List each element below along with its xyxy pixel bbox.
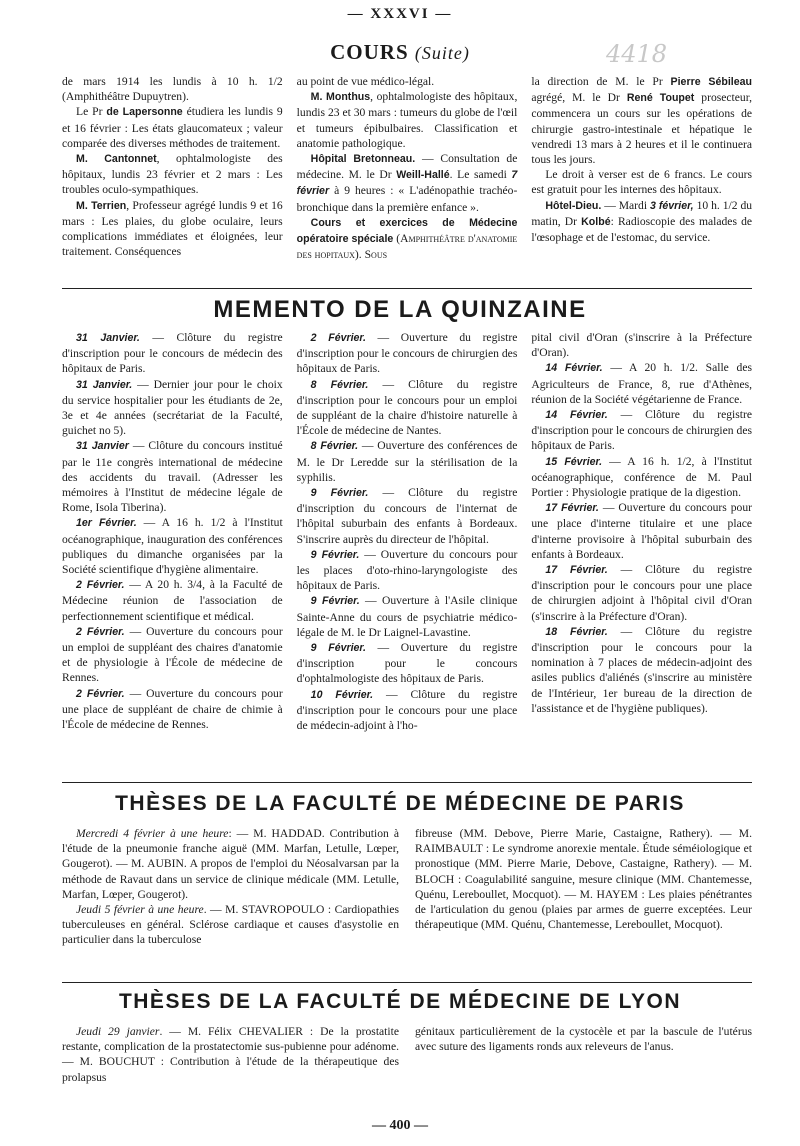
margin-pencil-note: 4418 bbox=[606, 40, 668, 68]
cours-para: M. Terrien, Professeur agrégé lundis 9 et 16 mars : Les plaies, du globe oculaire, leurs complications immédiates et éloignées, leur traitement. Conséquences bbox=[62, 198, 283, 259]
page-number-footer: — 400 — bbox=[372, 1118, 428, 1133]
memento-entry: 8 Février. — Clôture du registre d'inscription pour le concours pour un emploi de suppléant de la chaire d'histoire naturelle à l'École de médecine de Nantes. bbox=[296, 377, 518, 438]
cours-para: Cours et exercices de Médecine opératoire spéciale (Amphithéâtre d'anatomie des hopitaux). Sous bbox=[296, 216, 518, 262]
cours-para: M. Monthus, ophtalmologiste des hôpitaux, lundis 23 et 30 mars : tumeurs du globe de l'œil et tumeurs épibulbaires. Classification et anatomie pathologique. bbox=[296, 90, 518, 150]
section-rule bbox=[62, 982, 752, 983]
section-rule bbox=[62, 288, 752, 289]
memento-entry: 8 Février. — Ouverture des conférences de M. le Dr Leredde sur la stérilisation de la syphilis. bbox=[296, 439, 518, 484]
cours-para: de mars 1914 les lundis à 10 h. 1/2 (Amphithéâtre Dupuytren). bbox=[62, 75, 283, 104]
memento-columns bbox=[62, 330, 752, 733]
cours-title: COURS bbox=[330, 40, 409, 64]
memento-entry: 9 Février. — Clôture du registre d'inscription du concours de l'internat de l'hôpital suburbain des enfants à Bordeaux. S'inscrire auprès du directeur de l'hôpital. bbox=[296, 486, 518, 546]
cours-para: Hôtel-Dieu. — Mardi 3 février, 10 h. 1/2 du matin, Dr Kolbé: Radioscopie des malades de l'œsophage et de l'estomac, du service. bbox=[531, 198, 753, 245]
section-rule bbox=[62, 782, 752, 783]
memento-entry: 31 Janvier. — Dernier jour pour le choix du service hospitalier pour les étudiants de 2e, 3e et 4e années (secrétariat de la Faculté, guichet no 5). bbox=[62, 377, 283, 438]
theses-lyon-columns bbox=[62, 1024, 752, 1085]
theses-paris-col-1 bbox=[62, 826, 399, 948]
theses-entry: Jeudi 29 janvier. — M. Félix CHEVALIER : De la prostatite restante, complication de la prostatectomie sus-pubienne pour adénome. — M. BOUCHUT : Contribution à l'étude de la thérapeutique des prolapsus bbox=[62, 1025, 399, 1084]
theses-paris-title: THÈSES DE LA FACULTÉ DE MÉDECINE DE PARIS bbox=[115, 792, 685, 815]
page-roman-header: — XXXVI — bbox=[347, 6, 453, 22]
memento-title: MEMENTO DE LA QUINZAINE bbox=[213, 296, 587, 323]
theses-paris-col-2 bbox=[415, 826, 752, 948]
memento-entry: 10 Février. — Clôture du registre d'inscription pour le concours pour une place de médecin-adjoint à l'ho- bbox=[296, 687, 518, 733]
memento-entry: 14 Février. — A 20 h. 1/2. Salle des Agriculteurs de France, 8, rue d'Athènes, réunion de la Société végétarienne de France. bbox=[531, 361, 753, 406]
memento-entry: 18 Février. — Clôture du registre d'inscription pour le concours pour la nomination à 7 places de médecin-adjoint des asiles publics d'aliénés (s'inscrire au ministère de l'Intérieur, 1er bureau de la direction de l'assistance et de l'hygiène publiques). bbox=[531, 624, 753, 715]
theses-lyon-col-2 bbox=[415, 1024, 752, 1085]
memento-entry: 9 Février. — Ouverture du concours pour les places d'oto-rhino-laryngologiste des hôpitaux de Paris. bbox=[296, 547, 518, 593]
memento-entry: 17 Février. — Clôture du registre d'inscription pour le concours pour une place de chirurgien adjoint à l'hôpital civil d'Oran (s'inscrire à la Préfecture d'Oran). bbox=[531, 563, 753, 623]
memento-entry: 2 Février. — Ouverture du concours pour un emploi de suppléant des chaires d'anatomie et de physiologie à l'École de médecine de Rennes. bbox=[62, 624, 283, 685]
memento-entry: 31 Janvier. — Clôture du registre d'inscription pour le concours de médecin des hôpitaux de Paris. bbox=[62, 331, 283, 376]
cours-heading bbox=[0, 40, 800, 65]
memento-col-3 bbox=[531, 330, 752, 733]
memento-col-2 bbox=[297, 330, 518, 733]
memento-entry: 2 Février. — A 20 h. 3/4, à la Faculté de Médecine réunion de l'association de perfectionnement scientifique et médical. bbox=[62, 578, 283, 623]
memento-entry: 15 Février. — A 16 h. 1/2, à l'Institut océanographique, conférence de M. Paul Portier : Physiologie pratique de la digestion. bbox=[531, 454, 753, 500]
cours-columns bbox=[62, 74, 752, 262]
cours-para: la direction de M. le Pr Pierre Sébileau agrégé, M. le Dr René Toupet prosecteur, commencera un cours sur les opérations de chirurgie gastro-intestinale et hépatique le vendredi 13 mars à 2 heures et il le continuera tous les jours. bbox=[531, 75, 753, 167]
memento-entry: 17 Février. — Ouverture du concours pour une place d'interne titulaire et une place d'interne provisoire à l'hôpital suburbain des enfants à Bordeaux. bbox=[531, 501, 753, 561]
theses-paris-columns bbox=[62, 826, 752, 948]
theses-lyon-title: THÈSES DE LA FACULTÉ DE MÉDECINE DE LYON bbox=[118, 990, 682, 1013]
cours-para: au point de vue médico-légal. bbox=[296, 75, 435, 88]
theses-entry: fibreuse (MM. Debove, Pierre Marie, Castaigne, Rathery). — M. RAIMBAULT : Le syndrome anorexie mentale. Étude séméiologique et pronostique (MM. Pierre Marie, Debove, Castaigne, Rathery). — M. BLOCH : Coagulabilité sanguine, mesure clinique (MM. Chantemesse, Quénu, Lereboullet, Mocquot). — M. HAYEM : Les plaies pénétrantes de l'articulation du genou (plaies par armes de guerre exceptées. Leur thérapeutique (MM. Quénu, Chantemesse, Lereboullet, Mocquot). bbox=[415, 827, 752, 932]
memento-entry: 31 Janvier — Clôture du concours institué par le 11e congrès international de médecine des accidents du travail. (Adresser les mémoires à l'Institut de médecine légale de Rome, Isola Tiberina). bbox=[62, 439, 283, 515]
memento-entry: 14 Février. — Clôture du registre d'inscription pour le concours de chirurgien des hôpitaux de Paris. bbox=[531, 408, 753, 453]
theses-entry: génitaux particulièrement de la cystocèle et par la bascule de l'utérus avec suture des ligaments ronds aux releveurs de l'anus. bbox=[415, 1025, 752, 1054]
cours-para: M. Cantonnet, ophtalmologiste des hôpitaux, lundis 23 février et 2 mars : Les troubles oculo-sympathiques. bbox=[62, 152, 283, 197]
theses-entry: Mercredi 4 février à une heure: — M. HADDAD. Contribution à l'étude de la pneumonie franche aiguë (MM. Marfan, Letulle, Lœper, Gougerot). — M. AUBIN. A propos de l'emploi du Néosalvarsan par la méthode de Ravaut dans un service de clinique médicale (MM. Letulle, Marfan, Lœper, Gougerot). bbox=[62, 827, 399, 901]
cours-col-2 bbox=[297, 74, 518, 262]
memento-entry: 9 Février. — Ouverture à l'Asile clinique Sainte-Anne du cours de psychiatrie médico-légale de M. le Dr Laignel-Lavastine. bbox=[296, 594, 518, 639]
memento-entry: 2 Février. — Ouverture du concours pour une place de suppléant de chaire de chimie à l'École de médecine de Rennes. bbox=[62, 686, 283, 732]
cours-para: Le Pr de Lapersonne étudiera les lundis 9 et 16 février : Les états glaucomateux ; valeur comparée des diverses méthodes de traitement. bbox=[62, 105, 283, 150]
cours-para: Le droit à verser est de 6 francs. Le cours est gratuit pour les internes des hôpitaux. bbox=[531, 168, 753, 197]
theses-lyon-col-1 bbox=[62, 1024, 399, 1085]
memento-entry: 1er Février. — A 16 h. 1/2 à l'Institut océanographique, inauguration des conférences publiques du dimanche organisées par la Société scientifique d'hygiène alimentaire. bbox=[62, 516, 283, 577]
memento-entry: pital civil d'Oran (s'inscrire à la Préfecture d'Oran). bbox=[531, 331, 753, 360]
memento-col-1 bbox=[62, 330, 283, 733]
theses-entry: Jeudi 5 février à une heure. — M. STAVROPOULO : Cardiopathies tuberculeuses en général. Sclérose cardiaque et causes d'asystolie en particulier dans la tuberculose bbox=[62, 903, 399, 947]
cours-suite: (Suite) bbox=[414, 43, 470, 63]
cours-col-1 bbox=[62, 74, 283, 262]
memento-entry: 2 Février. — Ouverture du registre d'inscription pour le concours de chirurgien des hôpitaux de Paris. bbox=[296, 331, 518, 376]
cours-para: Hôpital Bretonneau. — Consultation de médecine. M. le Dr Weill-Hallé. Le samedi 7 février à 9 heures : « L'adénopathie trachéo-bronchique dans la première enfance ». bbox=[296, 152, 518, 214]
memento-entry: 9 Février. — Ouverture du registre d'inscription pour le concours d'ophtalmologiste des hôpitaux de Paris. bbox=[296, 641, 518, 686]
cours-col-3 bbox=[531, 74, 752, 262]
